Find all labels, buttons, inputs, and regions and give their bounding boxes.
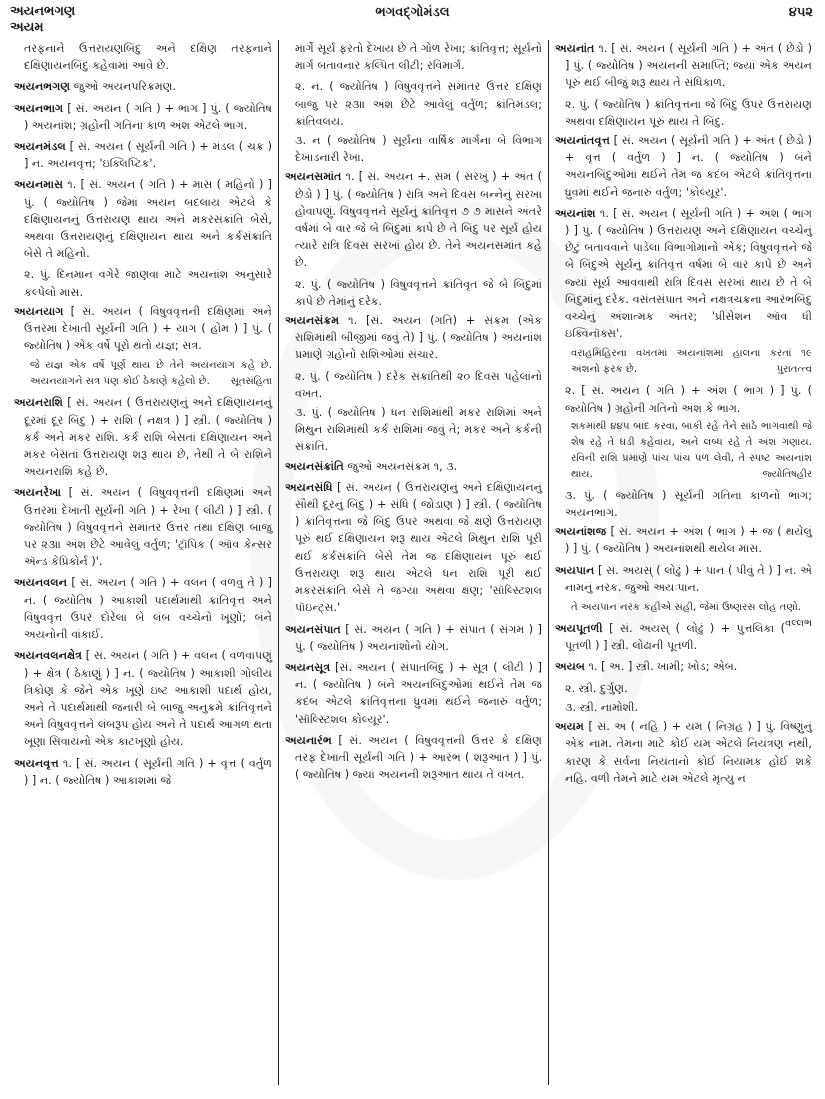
dictionary-entry (555, 523, 812, 557)
definition-text: ૧. [સં. અયન (ગતિ) + સંક્રમ (એક રાશિમાંથી બીજીમાં જવું તે) ] પું. ( જ્યોતિષ ) અયનાંશ પ્રમાણે ગ્રહોનો રાશિઓમાં સંચાર. (295, 314, 542, 362)
quote-source: સૂતસંહિતા (230, 376, 272, 388)
definition-text: [ સં. અયન ( ગતિ ) + ભાગ ] પું. ( જ્યોતિષ ) અયનાંશ; ગ્રહોની ગતિના કાળ અંશ એટલે ભાગ. (24, 101, 272, 132)
dictionary-columns (8, 40, 820, 1085)
definition-text: [ સં. અયન ( વિષુવવૃત્તની દક્ષિણમાં અને ઉત્તરમાં દેખાતી સૂર્યની ગતિ ) + રેખા ( લીટી ) ] સ્ત્રી. ( જ્યોતિષ ) વિષુવવૃત્તને સમાંતર ઉત્તર તથા દક્ષિણ બાજુ પર ૨૩॥ અંશ છેટે આવેલું વર્તુળ; 'ટ્રૉપિક ( ઑવ કેન્સર ઍન્ડ કેપ્રિકોર્ન )'. (24, 486, 272, 569)
definition-text: [ સં. અયન ( ગતિ ) + સંપાત ( સંગમ ) ] પું. ( જ્યોતિષ ) અયનાંશોનો યોગ. (295, 622, 542, 653)
definition-text: ૧. [ સં. અયન +. સમ ( સરખું ) + અંત ( છેડો ) ] પું. ( જ્યોતિષ ) રાત્રિ અને દિવસ બન્નેનું સરખા હોવાપણું. વિષુવવૃત્તને સૂર્યનું ક્રાંતિવૃત્ત ૭ ૭ માસને અંતરે વર્ષમાં બે વાર જે બે બિંદુમાં કાપે છે તે બિંદુ પર સૂર્ય હોય ત્યારે રાત્રિ દિવસ સરખાં હોય છે. તેને અયનસમાંત કહે છે. (295, 170, 542, 270)
column-right (548, 40, 818, 1085)
sub-sense: ૨. પું. ( જ્યોતિષ ) દરેક સંક્રાંતિથી ૨૦ દિવસ પહેલાંનો વખત. (295, 369, 542, 400)
column-left (8, 40, 278, 1085)
headword: અયબ (555, 660, 585, 674)
dictionary-entry (14, 100, 272, 134)
citation-quote (555, 419, 812, 483)
dictionary-entry (555, 620, 812, 654)
headword: અયનસૂત્ર (285, 660, 331, 674)
dictionary-entry (285, 312, 542, 364)
definition-text: ૧. [ સં. અયન ( સૂર્યની ગતિ ) + અંત ( છેડો ) ] પું. ( જ્યોતિષ ) અયનની સમાપ્તિ; જ્યાં એક અયન પૂરું થઈ બીજું શરૂ થાય તે સંધિકાળ. (565, 42, 812, 90)
dictionary-entry (285, 732, 542, 784)
definition-text: ૧. [ સં. અયન ( ગતિ ) + માસ ( મહિનો ) ] પું. ( જ્યોતિષ ) જેમાં અયન બદલાય એટલે કે દક્ષિણાયનનું ઉત્તરાયણ થાય અને મકરસંક્રાંતિ બેસે, અથવા ઉત્તરાયણનું દક્ષિણાયન થાય અને કર્કસંક્રાંતિ બેસે તે મહિનો. (24, 178, 272, 261)
dictionary-entry (285, 458, 542, 475)
sub-sense: ૨. પું. ( જ્યોતિષ ) વિષુવવૃત્તને ક્રાંતિવૃત જે બે બિંદુમાં કાપે છે તેમાંનું દરેક. (295, 277, 542, 308)
headword: અયનસંધિ (285, 480, 333, 494)
headword: અયનવલન (14, 576, 68, 590)
headword: અયનમંડલ (14, 140, 66, 154)
headword: અયમ (555, 720, 584, 734)
dictionary-entry (555, 132, 812, 201)
dictionary-entry (14, 303, 272, 355)
dictionary-entry (555, 562, 812, 596)
definition-text: [ સં. અયન ( ગતિ ) + વલન ( વળવાપણું ) + ક્ષેત્ર ( ઠેકાણું ) ] ન. ( જ્યોતિષ ) આકાશી ગોલીય ત્રિકોણ કે જેને એક ખૂણે ઇષ્ટ આકાશી પદાર્થ હોય, અને તે પદાર્થમાંથી જનારી બે બાજુ અનુક્રમે ક્રાંતિવૃત્તને અને વિષુવવૃત્તને લંબરૂપ હોય અને તે પદાર્થ આગળ થતા ખૂણા સિવાયનો એક કાટખૂણો હોય. (24, 649, 272, 749)
page-number: ૪૫૨ (788, 5, 813, 20)
dictionary-entry (14, 755, 272, 789)
definition-text: જુઓ અયનપરિક્રમણ. (70, 80, 177, 94)
headword: અયનયાગ (14, 304, 64, 318)
sub-sense: ૨. સ્ત્રી. દુર્ગુણ. (565, 681, 628, 695)
headword: અયનસંક્રમ (285, 314, 340, 328)
headword: અયનરેખા (14, 486, 62, 500)
sub-sense: ૨. [ સં. અયન ( ગતિ ) + અંશ ( ભાગ ) ] પું. ( જ્યોતિષ ) ગ્રહોની ગતિનો અંશ કે ભાગ. (565, 384, 812, 415)
dictionary-entry (285, 659, 542, 728)
definition-text: [ સં. અ ( નહિ ) + યમ ( નિગ્રહ ) ] પું. વિષ્ણુનું એક નામ. તેમના માટે કોઈ યમ એટલે નિયંત્રણ નથી, કારણ કે સર્વના નિયંતાનો કોઈ નિયામક હોઈ શકે નહિ. વળી તેમને માટે યમ એટલે મૃત્યુ ન (565, 720, 812, 785)
headword: અયનવલનક્ષેત્ર (14, 649, 83, 663)
dictionary-entry (555, 658, 812, 675)
quote-source: જ્યોતિષહીર (762, 468, 812, 480)
quote-source: વલ્લભ (785, 618, 812, 630)
dictionary-entry (14, 138, 272, 172)
definition-text: [ સં. અયન + અંશ ( ભાગ ) + જ ( થયેલું ) ] પું. ( જ્યોતિષ ) અયનાંશથી થયેલ માસ. (565, 525, 812, 556)
headword: અયનવૃત્ત (14, 756, 59, 770)
first-guide-word: અયનભગણ (10, 4, 76, 19)
quote-text: તે અયપાન નરક કહીએ સહી, જેમાં ઉષ્ણરસ લોહ તણો. (571, 602, 802, 614)
headword: અયનારંભ (285, 733, 332, 747)
quote-text: શકમાંથી ૪૪૫ બાદ કરવા, બાકી રહે તેને સાઠે ભાગવાથી જે શેષ રહે તે ઘડી કહેવાય, અને લબ્ધ રહે તે અંશ ગણાય. રવિની રાશિ પ્રમાણે પાંચ પાંચ પળ લેવી, તે સ્પષ્ટ અયનાંશ થાય. (571, 420, 812, 480)
definition-text: ૧. [ સં. અયન ( સૂર્યની ગતિ ) + વૃત્ત ( વર્તુળ ) ] ન. ( જ્યોતિષ ) આકાશમાં જે (24, 756, 272, 787)
headword: અયનરાશિ (14, 396, 63, 410)
continued-text: તરફનાને ઉત્તરાયણબિંદુ અને દક્ષિણ તરફનાને દક્ષિણાયનબિંદુ કહેવામાં આવે છે. (24, 42, 272, 73)
headword: અયપાન (555, 563, 595, 577)
citation-quote (555, 346, 812, 378)
definition-text: [ સં. અયન ( વિષુવવૃત્તની ઉત્તર કે દક્ષિણ તરફ દેખાતી સૂર્યની ગતિ ) + આરંભ ( શરૂઆત ) ] પું. ( જ્યોતિષ ) જ્યાં અયનની શરૂઆત થાય તે વખત. (295, 733, 542, 782)
headword: અયનભગણ (14, 80, 71, 94)
dictionary-entry (555, 205, 812, 343)
dictionary-entry (14, 78, 272, 95)
definition-text: [ સં. અયસ્ ( લોઢું ) + પાન ( પીવું તે ) ] ન. એ નામનું નરક. જુઓ અયઃપાન. (565, 563, 812, 594)
sub-sense: ૩. સ્ત્રી. નામોશી. (565, 700, 639, 714)
dictionary-entry (14, 574, 272, 643)
definition-text: [ સં. અયન ( વિષુવવૃત્તની દક્ષિણમાં અને ઉત્તરમાં દેખાતી સૂર્યની ગતિ ) + યાગ ( હોમ ) ] પું. ( જ્યોતિષ ) એક વર્ષે પૂરો થતો યજ્ઞ; સત્ર. (24, 304, 272, 353)
headword: અયનાંતવૃત્ત (555, 134, 610, 148)
sub-sense: ૨. ન. ( જ્યોતિષ ) વિષુવવૃત્તને સમાંતર ઉત્તર દક્ષિણ બાજુ પર ૨૩॥ અંશ છેટે આવેલું વર્તુળ; ક્રાંતિમંડલ; ક્રાંતિવલય. (295, 80, 542, 128)
dictionary-entry (14, 484, 272, 570)
quote-text: જે યજ્ઞ એક વર્ષે પૂર્ણ થાય છે તેને અયનયાગ કહે છે. અયનયાગને સત્ર પણ કોઈ ઠેકાણે કહેલો છે. (30, 360, 272, 388)
dictionary-entry (285, 168, 542, 271)
headword: અયનાંત (555, 42, 595, 55)
sub-sense: ૩. પું. ( જ્યોતિષ ) ધન રાશિમાંથી મકર રાશિમાં અને મિથુન રાશિમાંથી કર્ક રાશિમાં જવું તે; મકર અને કર્કની સંક્રાંતિ. (295, 406, 542, 454)
headword: અયનસંપાત (285, 622, 341, 636)
headword: અયનસમાંત (285, 170, 342, 184)
page-header (0, 0, 825, 40)
headword: અયનાંશજ (555, 525, 607, 539)
sub-sense: ૩. પું. ( જ્યોતિષ ) સૂર્યની ગતિના કાળનો ભાગ; અયનભાગ. (565, 488, 812, 520)
definition-text: [ સં. અયન ( ઉત્તરાયણનું અને દક્ષિણાયનનું દૂરમાં દૂર બિંદુ ) + રાશિ ( નક્ષત્ર ) ] સ્ત્રી. ( જ્યોતિષ ) કર્ક અને મકર રાશિ. કર્ક રાશિ બેસતાં દક્ષિણાયન અને મકર બેસતાં ઉત્તરાયણ શરૂ થાય છે, તેથી તે બે રાશિને અયનરાશિ કહે છે. (24, 396, 272, 479)
headword: અયનાંશ (555, 206, 596, 220)
sub-sense: ૨. પું. ( જ્યોતિષ ) ક્રાંતિવૃત્તના જે બિંદુ ઉપર ઉત્તરાયણ અથવા દક્ષિણાયન પૂરું થાય તે બિંદુ. (565, 97, 812, 128)
continued-text: માર્ગે સૂર્ય ફરતો દેખાય છે તે ગોળ રેખા; ક્રાંતિવૃત્ત; સૂર્યનો માર્ગ બતાવનાર કલ્પિત લીટી; રવિમાર્ગ. (295, 42, 542, 73)
definition-text: [ સં. અયન ( ગતિ ) + વલન ( વળવું તે ) ] ન. ( જ્યોતિષ ) આકાશી પદાર્થમાંથી ક્રાંતિવૃત્ત અને વિષુવવૃત્ત ઉપર દોરેલા બે લંબ વચ્ચેનો ખૂણો; બંને અયનોની વાંકાઈ. (24, 576, 272, 642)
quote-text: વરાહમિહિરના વખતમાં અયનાંશમાં હાલના કરતાં ૧૯ અંશનો ફરક છે. (571, 348, 812, 376)
definition-text: ૧. [ સં. અયન ( સૂર્યની ગતિ ) + અંશ ( ભાગ ) ] પું. ( જ્યોતિષ ) ઉત્તરાયણ અને દક્ષિણાયન વચ્ચેનું છેટું બતાવવાને પાડેલા વિભાગોમાંનો એક; વિષુવવૃત્તને જે બે બિંદુએ સૂર્યનું ક્રાંતિવૃત્ત વર્ષમાં બે વાર કાપે છે અને જ્યાં સૂર્ય આવવાથી રાત્રિ દિવસ સરખાં થાય છે તે બે બિંદુમાંનું દરેક. વસંતસંપાત અને નક્ષત્રચક્રના આરંભબિંદુ વચ્ચેનું અંશાત્મક અંતર; 'પ્રીસેશન ઑવ ધી ઇક્વિનૉક્સ'. (565, 206, 812, 341)
dictionary-entry (14, 176, 272, 262)
dictionary-entry (285, 621, 542, 655)
quote-source: પુરાતત્ત્વ (776, 364, 812, 376)
dictionary-title: ભગવદ્ગોમંડલ (375, 5, 450, 20)
definition-text: [ સં. અયન ( ઉત્તરાયણનું અને દક્ષિણાયનનું સૌથી દૂરનું બિંદુ ) + સંધિ ( જોડાણ ) ] સ્ત્રી. ( જ્યોતિષ ) ક્રાંતિવૃત્તના જે બિંદુ ઉપર અથવા જે ક્ષણે ઉત્તરાયણ પૂરું થઈ દક્ષિણાયન શરૂ થાય એટલે મિથુન રાશિ પૂરી થઈ કર્કસંક્રાંતિ બેસે તેમ જ દક્ષિણાયન પૂરું થઈ ઉત્તરાયણ શરૂ થાય એટલે ધન રાશિ પૂરી થઈ મકરસંક્રાંતિ બેસે તે જગ્યા અથવા ક્ષણ; 'સૉલ્સ્ટિશલ પૉઇન્ટ્સ.' (295, 480, 542, 615)
definition-text: [ સં. અયન ( સૂર્યની ગતિ ) + અંત ( છેડો ) + વૃત્ત ( વર્તુળ ) ] ન. ( જ્યોતિષ ) બંને અયનબિંદુઓમાં થઈને તેમ જ કદંબ એટલે ક્રાંતિવૃત્તના ધ્રુવમાં થઈને જનારું વર્તુળ; 'કોલ્યૂર'. (565, 134, 812, 199)
last-guide-word: અયમ (10, 20, 44, 35)
headword: અયપૂતળી (555, 622, 603, 636)
headword: અયનમાસ (14, 178, 64, 192)
dictionary-entry (555, 718, 812, 787)
dictionary-entry (14, 647, 272, 750)
dictionary-entry (555, 40, 812, 92)
definition-text: ૧. [ અ. ] સ્ત્રી. ખામી; ખોડ; એબ. (584, 660, 738, 674)
definition-text: જુઓ અયનસંક્રમ ૧, ૩. (343, 459, 458, 473)
column-middle (278, 40, 548, 1085)
headword: અયનભાગ (14, 101, 64, 115)
citation-quote (14, 358, 272, 390)
sub-sense: ૩. ન ( જ્યોતિષ ) સૂર્યના વાર્ષિક માર્ગના બે વિભાગ દેખાડનારી રેખા. (295, 134, 542, 165)
dictionary-entry (285, 479, 542, 617)
dictionary-entry (14, 394, 272, 480)
headword: અયનસંક્રાંતિ (285, 459, 344, 473)
definition-text: [ સં. અયન ( સૂર્યની ગતિ ) + મંડલ ( ચક્ર ) ] ન. અયનવૃત્ત; 'ઇક્લિપ્ટિક'. (24, 140, 272, 171)
sub-sense: ૨. પું. દિનમાન વગેરે જાણવા માટે અયનાંશ અનુસારે કલ્પેલો માસ. (24, 268, 272, 299)
definition-text: [સં. અયન ( સંપાતબિંદુ ) + સૂત્ર ( લીટી ) ] ન. ( જ્યોતિષ ) બંને અયનબિંદુઓમાં થઈને તેમ જ કદંબ એટલે ક્રાંતિવૃત્તના ધ્રુવમાં થઈને જનારું વર્તુળ; 'સૉલ્સ્ટિશલ કોલ્યૂર'. (295, 660, 542, 726)
definition-text: [ સં. અયસ્ ( લોઢું ) + પુત્તલિકા ( પૂતળી ) ] સ્ત્રી. લોઢાની પૂતળી. (565, 622, 785, 653)
